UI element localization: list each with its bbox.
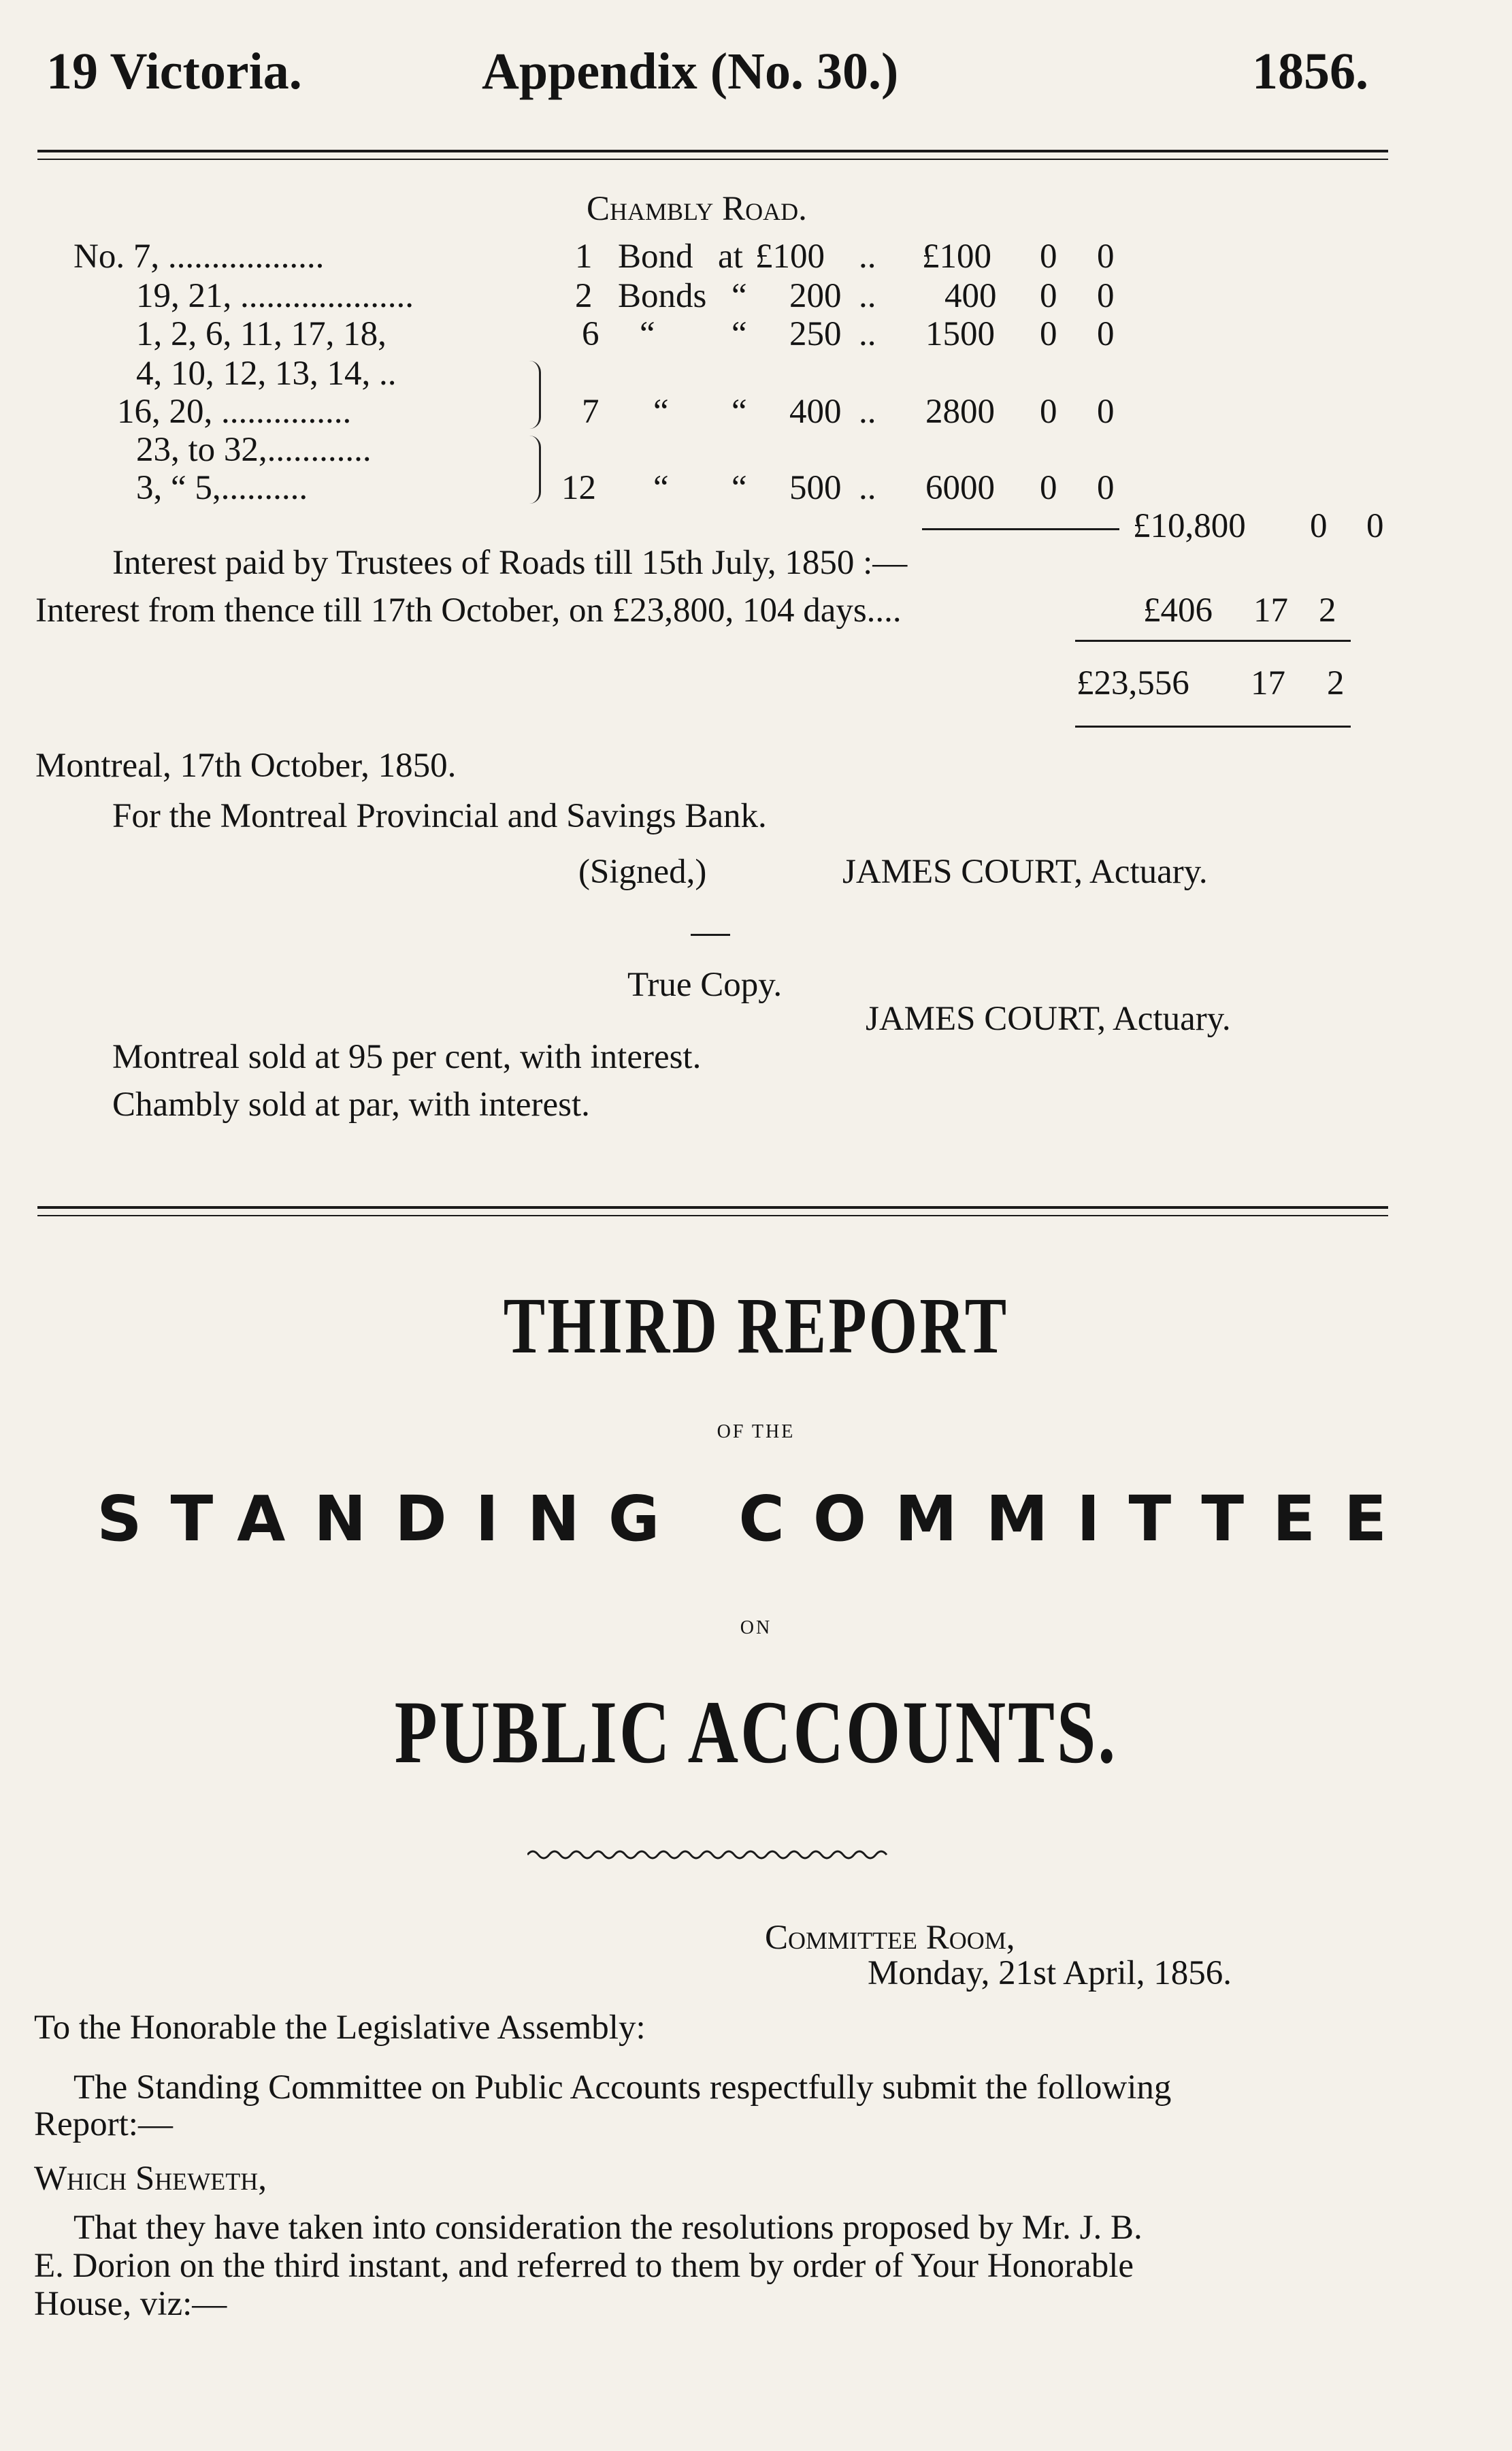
header-appendix: Appendix (No. 30.) bbox=[482, 43, 899, 100]
bond-numbers: 19, 21, .................... bbox=[136, 277, 414, 315]
interest-shillings: 17 bbox=[1253, 591, 1288, 630]
bond-amount: £100 bbox=[922, 238, 991, 276]
bond-numbers: No. 7, .................. bbox=[73, 238, 325, 276]
brace-group-12 bbox=[529, 436, 541, 504]
which-sheweth: Which Sheweth, bbox=[34, 2160, 267, 2198]
bond-shillings: 0 bbox=[1040, 469, 1057, 507]
subtotal-dash bbox=[922, 528, 1119, 530]
bond-price: 200 bbox=[789, 277, 842, 315]
bond-numbers: 1, 2, 6, 11, 17, 18, bbox=[136, 315, 387, 353]
bond-amount: 1500 bbox=[925, 315, 995, 353]
bond-at: at bbox=[718, 238, 743, 276]
bond-word: “ bbox=[640, 315, 655, 353]
bond-qty: 12 bbox=[561, 469, 596, 507]
bond-qty: 2 bbox=[575, 277, 593, 315]
address-line: To the Honorable the Legislative Assembly: bbox=[34, 2009, 646, 2047]
bond-pence: 0 bbox=[1097, 277, 1115, 315]
subtotal-shillings: 0 bbox=[1310, 507, 1328, 545]
bond-numbers: 3, “ 5,.......... bbox=[136, 469, 308, 507]
bond-shillings: 0 bbox=[1040, 238, 1057, 276]
bond-price: 250 bbox=[789, 315, 842, 353]
bond-price: 400 bbox=[789, 393, 842, 431]
bond-at: “ bbox=[732, 315, 747, 353]
paragraph-1-line-2: Report:— bbox=[34, 2105, 173, 2143]
grand-total-pence: 2 bbox=[1327, 664, 1345, 702]
note-montreal: Montreal sold at 95 per cent, with interest. bbox=[112, 1038, 702, 1076]
header-year: 1856. bbox=[1252, 43, 1368, 100]
bond-shillings: 0 bbox=[1040, 315, 1057, 353]
signed-label: (Signed,) bbox=[578, 853, 707, 891]
report-on: ON bbox=[740, 1617, 772, 1638]
bond-price: £100 bbox=[755, 238, 825, 276]
grand-total-amount: £23,556 bbox=[1077, 664, 1189, 702]
header-rule-top bbox=[37, 150, 1388, 152]
bond-at: “ bbox=[732, 393, 747, 431]
bond-word: Bonds bbox=[618, 277, 707, 315]
bond-at: “ bbox=[732, 277, 747, 315]
report-title-standing-committee: STANDING COMMITTEE bbox=[97, 1482, 1415, 1555]
paragraph-2-line-1: That they have taken into consideration the resolutions proposed by Mr. J. B. bbox=[73, 2209, 1143, 2247]
section-rule-top bbox=[37, 1206, 1388, 1209]
bond-price: 500 bbox=[789, 469, 842, 507]
for-bank-line: For the Montreal Provincial and Savings Bank. bbox=[112, 797, 767, 835]
committee-room: Committee Room, bbox=[765, 1919, 1015, 1957]
committee-date: Monday, 21st April, 1856. bbox=[868, 1954, 1232, 1992]
bond-pence: 0 bbox=[1097, 393, 1115, 431]
bond-qty: 7 bbox=[582, 393, 599, 431]
bond-pence: 0 bbox=[1097, 238, 1115, 276]
bond-numbers: 4, 10, 12, 13, 14, .. bbox=[136, 355, 397, 393]
note-chambly: Chambly sold at par, with interest. bbox=[112, 1086, 590, 1124]
bond-dots: .. bbox=[859, 238, 876, 276]
bond-at: “ bbox=[732, 469, 747, 507]
report-of-the: OF THE bbox=[717, 1421, 795, 1442]
bond-amount: 2800 bbox=[925, 393, 995, 431]
bond-amount: 400 bbox=[944, 277, 997, 315]
bond-numbers: 16, 20, ............... bbox=[117, 393, 352, 431]
bond-word: “ bbox=[653, 469, 669, 507]
signatory-name: JAMES COURT, Actuary. bbox=[842, 853, 1208, 891]
paragraph-2-line-2: E. Dorion on the third instant, and referred to them by order of Your Honorable bbox=[34, 2247, 1134, 2285]
bond-dots: .. bbox=[859, 315, 876, 353]
total-rule-bottom bbox=[1075, 726, 1351, 728]
place-date: Montreal, 17th October, 1850. bbox=[35, 747, 457, 785]
bond-pence: 0 bbox=[1097, 315, 1115, 353]
brace-group-7 bbox=[529, 361, 541, 429]
paragraph-2-line-3: House, viz:— bbox=[34, 2285, 227, 2323]
bond-pence: 0 bbox=[1097, 469, 1115, 507]
bond-dots: .. bbox=[859, 277, 876, 315]
wavy-ornament bbox=[527, 1846, 888, 1864]
subtotal-amount: £10,800 bbox=[1133, 507, 1246, 545]
bond-shillings: 0 bbox=[1040, 277, 1057, 315]
true-copy-label: True Copy. bbox=[627, 966, 783, 1004]
bond-numbers: 23, to 32,............ bbox=[136, 431, 372, 469]
bond-dots: .. bbox=[859, 469, 876, 507]
header-rule-bottom bbox=[37, 159, 1388, 160]
bond-word: Bond bbox=[618, 238, 693, 276]
report-title-public-accounts: PUBLIC ACCOUNTS. bbox=[394, 1682, 1118, 1782]
interest-pence: 2 bbox=[1319, 591, 1336, 630]
signatory-name-copy: JAMES COURT, Actuary. bbox=[866, 1000, 1231, 1038]
section-rule-bottom bbox=[37, 1215, 1388, 1216]
short-dash bbox=[691, 934, 730, 936]
interest-paid-line: Interest paid by Trustees of Roads till 15th July, 1850 :— bbox=[112, 544, 908, 582]
bond-shillings: 0 bbox=[1040, 393, 1057, 431]
bond-qty: 6 bbox=[582, 315, 599, 353]
paragraph-1-line-1: The Standing Committee on Public Accounts respectfully submit the following bbox=[73, 2068, 1172, 2107]
grand-total-shillings: 17 bbox=[1251, 664, 1285, 702]
bond-qty: 1 bbox=[575, 238, 593, 276]
section-title: Chambly Road. bbox=[587, 190, 807, 228]
subtotal-pence: 0 bbox=[1366, 507, 1384, 545]
bond-amount: 6000 bbox=[925, 469, 995, 507]
total-rule-top bbox=[1075, 640, 1351, 642]
interest-amount: £406 bbox=[1143, 591, 1213, 630]
bond-dots: .. bbox=[859, 393, 876, 431]
interest-from-line: Interest from thence till 17th October, on £23,800, 104 days.... bbox=[35, 591, 902, 630]
report-title-third-report: THIRD REPORT bbox=[503, 1281, 1009, 1370]
bond-word: “ bbox=[653, 393, 669, 431]
header-volume: 19 Victoria. bbox=[46, 43, 302, 100]
